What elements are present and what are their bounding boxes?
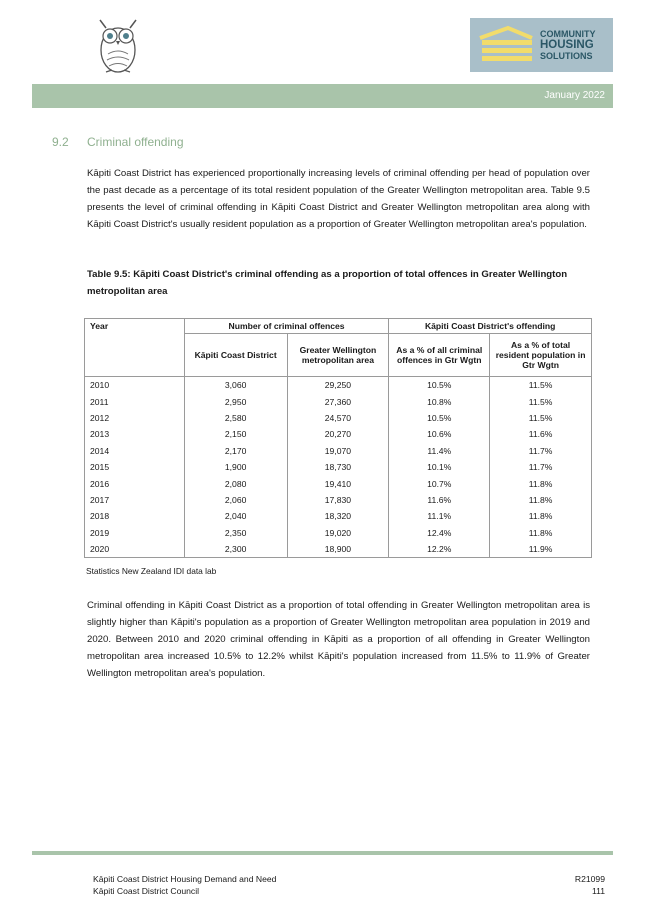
cell-kapiti: 1,900 <box>184 459 287 475</box>
header-pct-population: As a % of total resident population in Gtr Wgtn <box>490 334 592 377</box>
offending-table <box>84 318 592 558</box>
cell-pct-population: 11.8% <box>490 508 592 524</box>
cell-pct-offences: 10.8% <box>389 393 490 409</box>
cell-wellington: 20,270 <box>287 426 389 442</box>
cell-pct-population: 11.7% <box>490 443 592 459</box>
cell-wellington: 29,250 <box>287 377 389 394</box>
header-kapiti-offending: Kāpiti Coast District's offending <box>389 319 592 334</box>
cell-kapiti: 2,170 <box>184 443 287 459</box>
header-banner <box>32 84 613 108</box>
footer-report-title: Kāpiti Coast District Housing Demand and Need <box>93 874 277 884</box>
table-row <box>85 508 592 524</box>
cell-pct-offences: 10.5% <box>389 377 490 394</box>
cell-pct-offences: 10.7% <box>389 475 490 491</box>
table-row <box>85 443 592 459</box>
cell-wellington: 19,020 <box>287 525 389 541</box>
cell-pct-offences: 12.2% <box>389 541 490 558</box>
logo-line-3: SOLUTIONS <box>540 51 593 61</box>
cell-pct-population: 11.8% <box>490 525 592 541</box>
header-year: Year <box>85 319 185 377</box>
cell-pct-offences: 12.4% <box>389 525 490 541</box>
cell-wellington: 17,830 <box>287 492 389 508</box>
cell-kapiti: 3,060 <box>184 377 287 394</box>
owl-logo-icon <box>92 14 144 76</box>
cell-pct-population: 11.8% <box>490 475 592 491</box>
cell-pct-population: 11.5% <box>490 377 592 394</box>
cell-pct-population: 11.7% <box>490 459 592 475</box>
logo-line-1: COMMUNITY <box>540 29 596 39</box>
table-row <box>85 475 592 491</box>
table-source: Statistics New Zealand IDI data lab <box>86 566 217 576</box>
cell-kapiti: 2,080 <box>184 475 287 491</box>
table-row <box>85 459 592 475</box>
cell-kapiti: 2,350 <box>184 525 287 541</box>
section-number: 9.2 <box>52 135 69 149</box>
cell-wellington: 19,410 <box>287 475 389 491</box>
table-row <box>85 525 592 541</box>
footer-client: Kāpiti Coast District Council <box>93 886 200 896</box>
table-row <box>85 541 592 558</box>
cell-year: 2011 <box>85 393 185 409</box>
table-row <box>85 426 592 442</box>
table-caption: Table 9.5: Kāpiti Coast District's criminal offending as a proportion of total offences in Greater Wellington metropolitan area <box>87 269 568 297</box>
cell-pct-population: 11.8% <box>490 492 592 508</box>
logo-text <box>540 29 596 61</box>
header-kapiti-district: Kāpiti Coast District <box>184 334 287 377</box>
cell-pct-population: 11.6% <box>490 426 592 442</box>
section-title: Criminal offending <box>87 135 184 149</box>
intro-paragraph: Kāpiti Coast District has experienced proportionally increasing levels of criminal offending per head of population over the past decade as a percentage of its total resident population of the Greater Wellington metropolitan area. Table 9.5 presents the level of criminal offending in Kāpiti Coast District and Greater Wellington metropolitan area along with Kāpiti Coast District's usually resident population as a proportion of Greater Wellington metropolitan area's population. <box>87 168 590 230</box>
table-row <box>85 410 592 426</box>
cell-year: 2016 <box>85 475 185 491</box>
table-row <box>85 393 592 409</box>
cell-wellington: 18,730 <box>287 459 389 475</box>
cell-kapiti: 2,060 <box>184 492 287 508</box>
cell-year: 2014 <box>85 443 185 459</box>
cell-year: 2012 <box>85 410 185 426</box>
cell-pct-offences: 10.1% <box>389 459 490 475</box>
cell-year: 2015 <box>85 459 185 475</box>
cell-wellington: 19,070 <box>287 443 389 459</box>
cell-wellington: 18,320 <box>287 508 389 524</box>
cell-kapiti: 2,150 <box>184 426 287 442</box>
cell-pct-offences: 11.1% <box>389 508 490 524</box>
community-housing-solutions-logo <box>470 18 613 72</box>
cell-year: 2017 <box>85 492 185 508</box>
header-date: January 2022 <box>544 90 605 101</box>
footer-report-number: R21099 <box>574 874 605 884</box>
cell-year: 2018 <box>85 508 185 524</box>
cell-pct-offences: 10.6% <box>389 426 490 442</box>
cell-wellington: 18,900 <box>287 541 389 558</box>
header-greater-wellington: Greater Wellington metropolitan area <box>287 334 389 377</box>
cell-pct-offences: 10.5% <box>389 410 490 426</box>
analysis-paragraph: Criminal offending in Kāpiti Coast District as a proportion of total offending in Greater Wellington metropolitan area is slightly higher than Kāpiti's population as a proportion of Greater Wellington metropolitan area population in 2019 and 2020. Between 2010 and 2020 criminal offending in Kāpiti as a proportion of all offending in Greater Wellington metropolitan area increased 10.5% to 12.2% whilst Kāpiti's population increased from 11.5% to 11.9% of Greater Wellington metropolitan area's population. <box>87 600 590 679</box>
cell-pct-offences: 11.6% <box>389 492 490 508</box>
table-row <box>85 377 592 394</box>
table-header-row-1 <box>85 319 592 334</box>
cell-year: 2010 <box>85 377 185 394</box>
header-criminal-offences: Number of criminal offences <box>184 319 389 334</box>
cell-kapiti: 2,580 <box>184 410 287 426</box>
cell-pct-offences: 11.4% <box>389 443 490 459</box>
cell-kapiti: 2,040 <box>184 508 287 524</box>
logo-line-2: HOUSING <box>540 39 594 51</box>
footer-page-number: 111 <box>591 886 605 896</box>
cell-kapiti: 2,950 <box>184 393 287 409</box>
cell-wellington: 24,570 <box>287 410 389 426</box>
cell-wellington: 27,360 <box>287 393 389 409</box>
cell-year: 2020 <box>85 541 185 558</box>
header-pct-offences: As a % of all criminal offences in Gtr Wgtn <box>389 334 490 377</box>
house-bars-icon <box>470 18 540 72</box>
cell-pct-population: 11.9% <box>490 541 592 558</box>
footer-divider <box>32 851 613 855</box>
cell-year: 2013 <box>85 426 185 442</box>
table-row <box>85 492 592 508</box>
cell-pct-population: 11.5% <box>490 393 592 409</box>
cell-kapiti: 2,300 <box>184 541 287 558</box>
cell-pct-population: 11.5% <box>490 410 592 426</box>
cell-year: 2019 <box>85 525 185 541</box>
